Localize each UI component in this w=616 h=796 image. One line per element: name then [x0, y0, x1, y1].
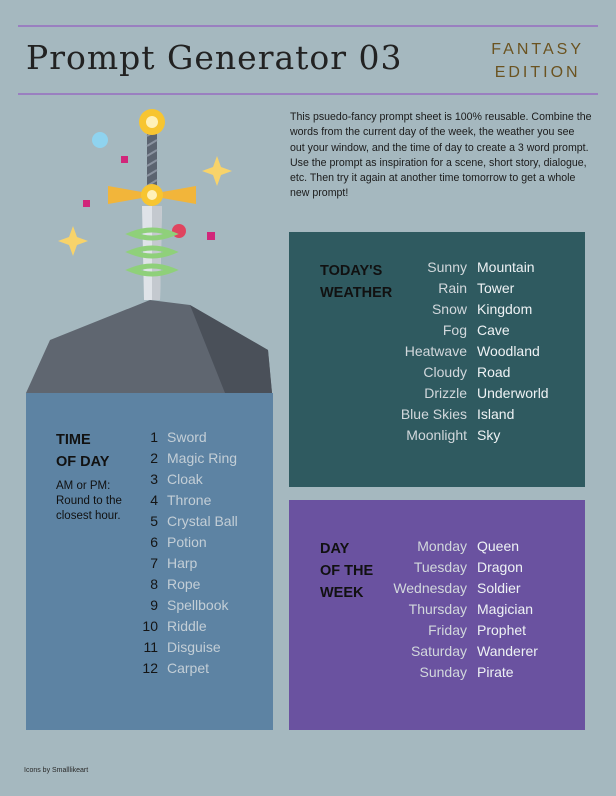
list-item-word: Magic Ring [167, 450, 238, 466]
list-item [142, 574, 238, 595]
list-item-word: Kingdom [477, 301, 533, 317]
list-item [142, 553, 238, 574]
list-item-word: Carpet [167, 660, 210, 676]
list-item-word: Woodland [477, 343, 540, 359]
list-item-key: Heatwave [404, 343, 467, 359]
bottom-divider [18, 93, 598, 95]
day-list [384, 536, 538, 683]
weather-panel-title: TODAY'S WEATHER [320, 263, 393, 301]
list-item [384, 641, 538, 662]
list-item-word: Soldier [477, 580, 521, 596]
list-item-word: Riddle [167, 618, 207, 634]
list-item-key: Monday [417, 538, 467, 554]
list-item-word: Sword [167, 429, 207, 445]
list-item-word: Queen [477, 538, 520, 554]
list-item [384, 557, 538, 578]
list-item [384, 578, 538, 599]
list-item [392, 404, 549, 425]
list-item-word: Sky [477, 427, 501, 443]
list-item-key: Fog [442, 322, 467, 338]
list-item-word: Crystal Ball [167, 513, 238, 529]
list-item-number: 8 [150, 576, 158, 592]
list-item-number: 9 [150, 597, 158, 613]
list-item-word: Magician [477, 601, 534, 617]
list-item [142, 490, 238, 511]
list-item [142, 427, 238, 448]
list-item [384, 662, 538, 683]
list-item-key: Rain [438, 280, 467, 296]
list-item [392, 320, 549, 341]
list-item-key: Blue Skies [400, 406, 467, 422]
top-divider [18, 25, 598, 27]
list-item-word: Throne [167, 492, 212, 508]
list-item-key: Sunny [427, 259, 467, 275]
list-item [142, 532, 238, 553]
list-item-number: 11 [143, 639, 158, 655]
time-panel-title: TIME OF DAY [56, 432, 110, 470]
list-item-number: 7 [150, 555, 158, 571]
list-item [392, 278, 549, 299]
list-item-key: Tuesday [413, 559, 467, 575]
list-item-key: Cloudy [423, 364, 467, 380]
list-item [384, 620, 538, 641]
edition-label [491, 38, 584, 84]
list-item [142, 595, 238, 616]
list-item-word: Pirate [477, 664, 514, 680]
edition-line-2: EDITION [494, 64, 581, 81]
list-item-number: 10 [142, 618, 158, 634]
list-item [384, 599, 538, 620]
list-item-word: Disguise [167, 639, 221, 655]
list-item-word: Harp [167, 555, 198, 571]
list-item-word: Wanderer [477, 643, 538, 659]
list-item [392, 299, 549, 320]
list-item-key: Drizzle [424, 385, 467, 401]
list-item [142, 616, 238, 637]
list-item [392, 341, 549, 362]
intro-paragraph: This psuedo-fancy prompt sheet is 100% reusable. Combine the words from the current day of the week, the weather you see out your window, and the time of day to create a 3 word prompt. Use the prompt as inspiration for a scene, short story, dialogue, etc. Then try it again at another time tomorrow to get a whole new prompt! [290, 111, 592, 200]
list-item-key: Thursday [408, 601, 467, 617]
list-item-word: Potion [167, 534, 207, 550]
list-item-key: Moonlight [406, 427, 467, 443]
day-panel [289, 500, 585, 730]
weather-list [392, 257, 549, 446]
list-item-word: Mountain [477, 259, 535, 275]
list-item [142, 469, 238, 490]
list-item [392, 383, 549, 404]
list-item-number: 5 [150, 513, 158, 529]
list-item-number: 1 [150, 429, 158, 445]
page-title: Prompt Generator 03 [26, 38, 403, 77]
time-panel [26, 393, 273, 730]
list-item-word: Dragon [477, 559, 523, 575]
list-item [142, 511, 238, 532]
list-item [384, 536, 538, 557]
list-item [392, 425, 549, 446]
list-item-key: Saturday [410, 643, 467, 659]
list-item-key: Wednesday [393, 580, 467, 596]
list-item-word: Underworld [477, 385, 549, 401]
list-item-word: Prophet [477, 622, 527, 638]
list-item [142, 658, 238, 679]
list-item-key: Friday [428, 622, 467, 638]
icon-credit: Icons by Smalllikeart [24, 767, 89, 774]
list-item-word: Rope [167, 576, 201, 592]
list-item [142, 637, 238, 658]
list-item-key: Snow [431, 301, 467, 317]
edition-line-1: FANTASY [491, 41, 584, 58]
list-item-word: Island [477, 406, 515, 422]
list-item-number: 3 [150, 471, 158, 487]
time-panel-note: AM or PM: Round to the closest hour. [56, 480, 122, 522]
list-item-word: Tower [477, 280, 515, 296]
stone-icon [26, 300, 272, 393]
list-item-number: 2 [150, 450, 158, 466]
list-item-key: Sunday [419, 664, 467, 680]
list-item [392, 257, 549, 278]
list-item-word: Cloak [167, 471, 203, 487]
list-item-number: 6 [150, 534, 158, 550]
list-item [142, 448, 238, 469]
sword-icon [108, 109, 196, 300]
day-panel-title: DAY OF THE WEEK [320, 541, 374, 601]
list-item-number: 12 [142, 660, 158, 676]
weather-panel [289, 232, 585, 487]
list-item-word: Cave [477, 322, 510, 338]
time-list [142, 427, 238, 679]
list-item-number: 4 [150, 492, 158, 508]
list-item [392, 362, 549, 383]
list-item-word: Road [477, 364, 511, 380]
list-item-word: Spellbook [167, 597, 229, 613]
sword-in-stone-illustration [20, 100, 280, 400]
